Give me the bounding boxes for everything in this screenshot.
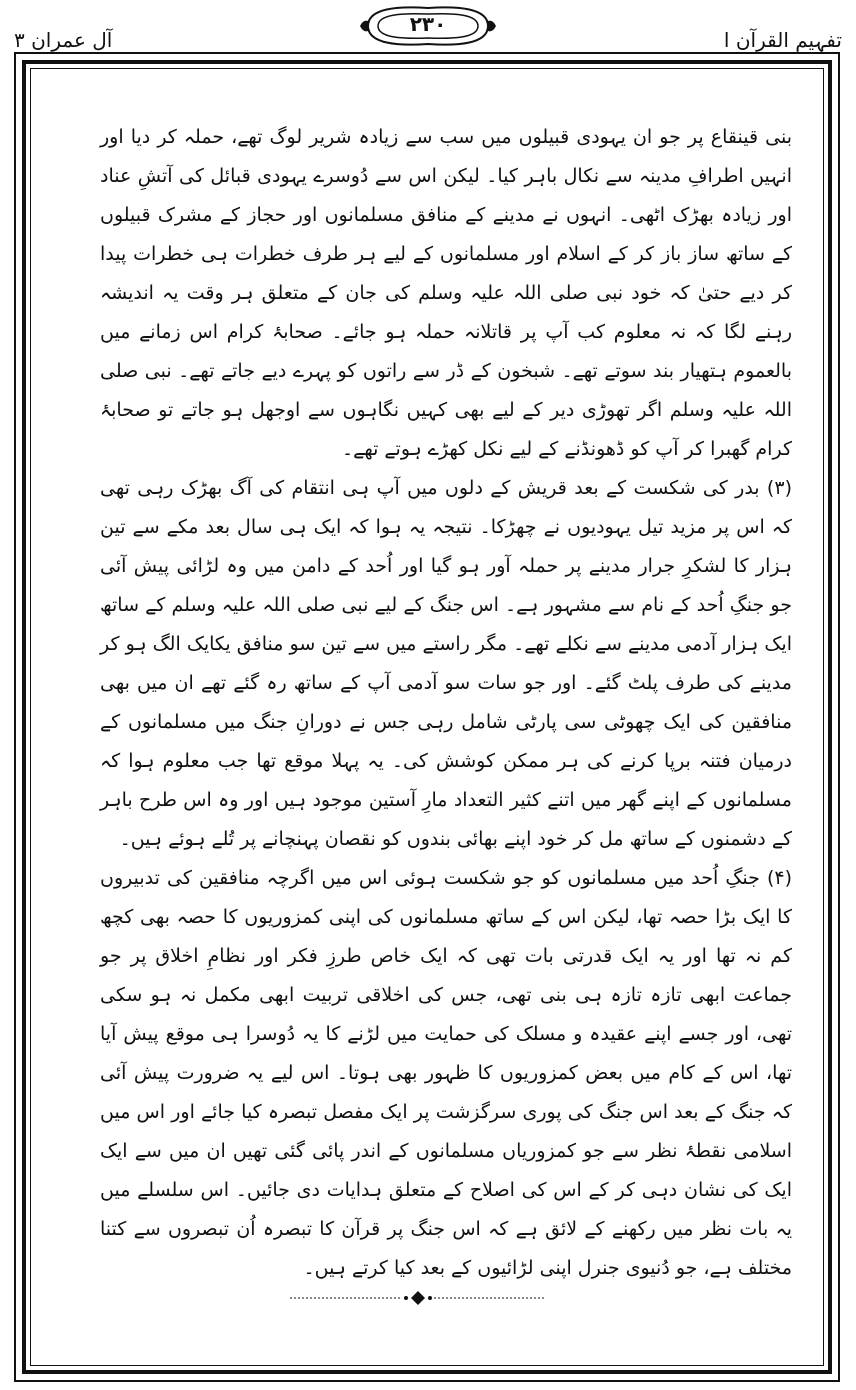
paragraph-1: بنی قینقاع پر جو ان یہودی قبیلوں میں سب سے زیادہ شریر لوگ تھے، حملہ کر دیا اور انہیں اطرافِ مدینہ سے نکال باہر کیا۔ لیکن اس سے دُوسرے یہودی قبائل کی آتشِ عناد اور زیادہ بھڑک اٹھی۔ انہوں نے مدینے کے منافق مسلمانوں اور حجاز کے مشرک قبیلوں کے ساتھ ساز باز کر کے اسلام اور مسلمانوں کے لیے ہر طرف خطرات ہی خطرات پیدا کر دیے حتیٰ کہ خود نبی صلی اللہ علیہ وسلم کی جان کے متعلق ہر وقت یہ اندیشہ رہنے لگا کہ نہ معلوم کب آپ پر قاتلانہ حملہ ہو جائے۔ صحابۂ کرام اس زمانے میں بالعموم ہتھیار بند سوتے تھے۔ شبخون کے ڈر سے راتوں کو پہرے دیے جاتے تھے۔ نبی صلی اللہ علیہ وسلم اگر تھوڑی دیر کے لیے بھی کہیں نگاہوں سے اوجھل ہو جاتے تو صحابۂ کرام گھبرا کر آپ کو ڈھونڈنے کے لیے نکل کھڑے ہوتے تھے۔ [100, 126, 792, 460]
paragraph-3: (۴) جنگِ اُحد میں مسلمانوں کو جو شکست ہوئی اس میں اگرچہ منافقین کی تدبیروں کا ایک بڑا حصہ تھا، لیکن اس کے ساتھ مسلمانوں کی اپنی کمزوریوں کا حصہ بھی کچھ کم نہ تھا اور یہ ایک قدرتی بات تھی کہ ایک خاص طرزِ فکر اور نظامِ اخلاق پر جو جماعت ابھی تازہ تازہ ہی بنی تھی، جس کی اخلاقی تربیت ابھی مکمل نہ ہو سکی تھی، اور جسے اپنے عقیدہ و مسلک کی حمایت میں لڑنے کا یہ دُوسرا ہی موقع پیش آیا تھا، اس کے کام میں بعض کمزوریوں کا ظہور بھی ہوتا۔ اس لیے یہ ضرورت پیش آئی کہ جنگ کے بعد اس جنگ کی پوری سرگزشت پر ایک مفصل تبصرہ کیا جائے اور اس میں اسلامی نقطۂ نظر سے جو کمزوریاں مسلمانوں کے اندر پائی گئی تھیں ان میں سے ایک ایک کی نشان دہی کر کے اس کی اصلاح کے متعلق ہدایات دی جائیں۔ اس سلسلے میں یہ بات نظر میں رکھنے کے لائق ہے کہ اس جنگ پر قرآن کا تبصرہ اُن تبصروں سے کتنا مختلف ہے، جو دُنیوی جنرل اپنی لڑائیوں کے بعد کیا کرتے ہیں۔ [100, 867, 792, 1279]
page-number-cartouche [358, 2, 498, 50]
section-divider-icon [290, 1290, 546, 1306]
surah-title: آل عمران ۳ [14, 28, 113, 52]
page-header [0, 0, 856, 60]
page-body [100, 118, 792, 1288]
book-title: تفہیم القرآن ا [723, 28, 842, 52]
paragraph-2: (۳) بدر کی شکست کے بعد قریش کے دلوں میں آپ ہی انتقام کی آگ بھڑک رہی تھی کہ اس پر مزید تیل یہودیوں نے چھڑکا۔ نتیجہ یہ ہوا کہ ایک ہی سال بعد مکے سے تین ہزار کا لشکرِ جرار مدینے پر حملہ آور ہو گیا اور اُحد کے دامن میں وہ لڑائی پیش آئی جو جنگِ اُحد کے نام سے مشہور ہے۔ اس جنگ کے لیے نبی صلی اللہ علیہ وسلم کے ساتھ ایک ہزار آدمی مدینے سے نکلے تھے۔ مگر راستے میں سے تین سو منافق یکایک الگ ہو کر مدینے کی طرف پلٹ گئے۔ اور جو سات سو آدمی آپ کے ساتھ رہ گئے تھے ان میں بھی منافقین کی ایک چھوٹی سی پارٹی شامل رہی جس نے دورانِ جنگ میں مسلمانوں کے درمیان فتنہ برپا کرنے کی ہر ممکن کوشش کی۔ یہ پہلا موقع تھا جب معلوم ہوا کہ مسلمانوں کے اپنے گھر میں اتنے کثیر التعداد مارِ آستین موجود ہیں اور وہ اس طرح باہر کے دشمنوں کے ساتھ مل کر خود اپنے بھائی بندوں کو نقصان پہنچانے پر تُلے ہوئے ہیں۔ [100, 477, 792, 850]
page-number: ۲۳۰ [409, 12, 447, 36]
